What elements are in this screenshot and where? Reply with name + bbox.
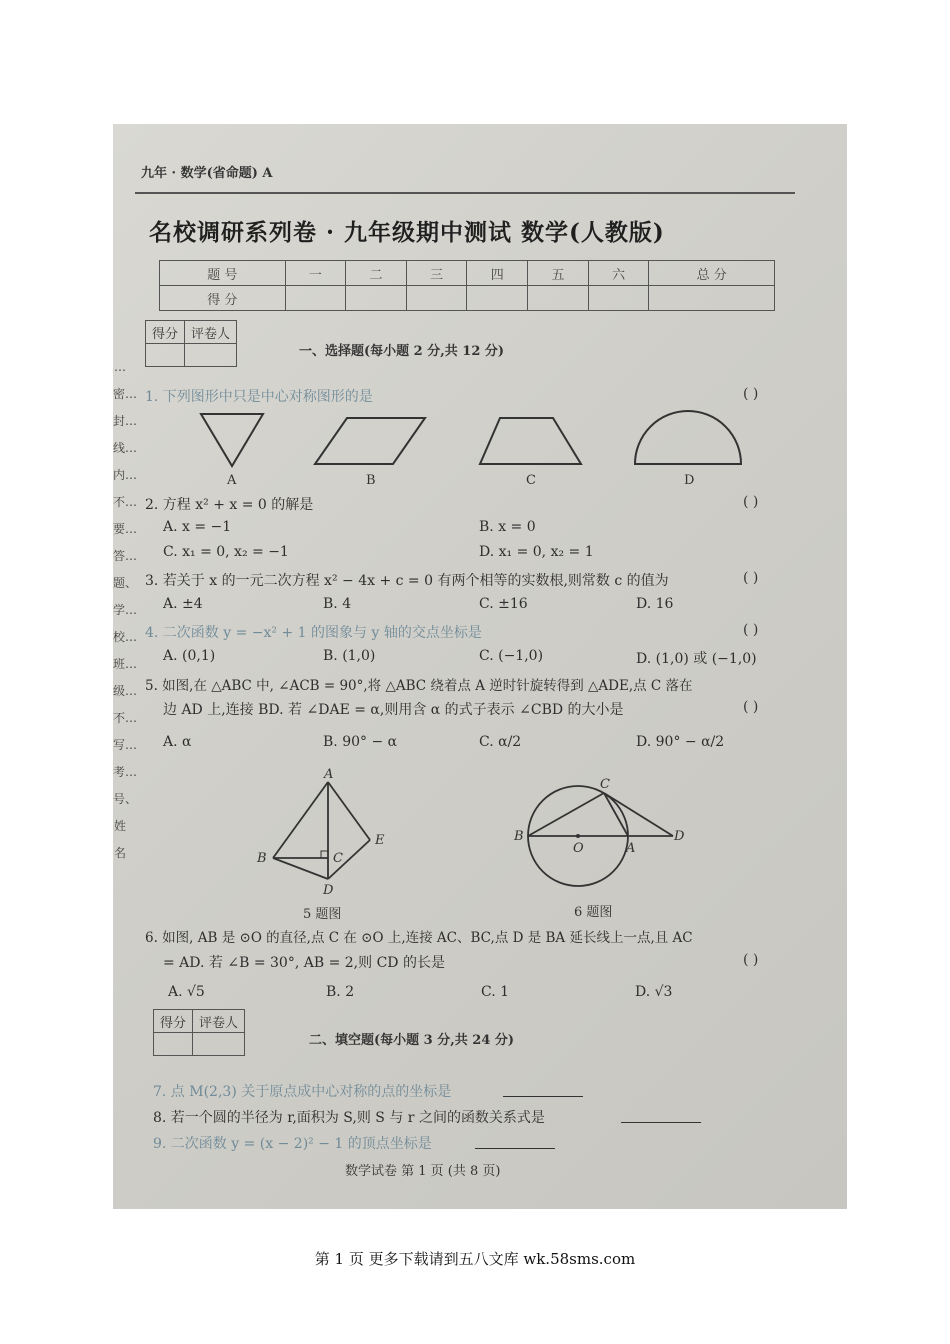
q2-answer-paren: ( ) (743, 494, 759, 510)
q6-option: C. 1 (481, 984, 510, 1000)
shape-semicircle (635, 411, 741, 464)
q3-stem: 3. 若关于 x 的一元二次方程 x² − 4x + c = 0 有两个相等的实数根,则常数 c 的值为 (145, 573, 669, 589)
q3-option: D. 16 (636, 596, 674, 612)
page-info: 数学试卷 第 1 页 (共 8 页) (345, 1164, 501, 1179)
shape-parallelogram (315, 418, 425, 464)
q6-option: D. √3 (635, 984, 673, 1000)
q5-answer-paren: ( ) (743, 699, 759, 715)
score-cell (588, 286, 649, 311)
score-cell (346, 286, 407, 311)
score-cell (467, 286, 528, 311)
side-margin-text: …密…封…线…内…不…要…答…题、学…校…班…级…不…写…考…号、姓名 (113, 360, 138, 860)
q7-blank (503, 1084, 583, 1097)
q1-answer-paren: ( ) (743, 386, 759, 402)
q3-option: A. ±4 (163, 596, 203, 612)
score-cell: 一 (285, 261, 346, 286)
grader-label: 得分 (146, 321, 185, 344)
q6-stem-line1: 6. 如图, AB 是 ⊙O 的直径,点 C 在 ⊙O 上,连接 AC、BC,点 D 是 BA 延长线上一点,且 AC (145, 930, 693, 946)
score-cell: 六 (588, 261, 649, 286)
section-1-heading: 一、选择题(每小题 2 分,共 12 分) (299, 344, 505, 359)
fig5-caption: 5 题图 (303, 907, 342, 922)
q4-option: C. (−1,0) (479, 648, 544, 664)
shape-trapezoid (480, 418, 581, 464)
footer-text: 第 1 页 更多下载请到五八文库 wk.58sms.com (314, 1250, 636, 1268)
score-cell: 得 分 (160, 286, 286, 311)
fig5-point-label: E (375, 833, 385, 848)
fig6-point-label: A (626, 841, 636, 856)
q1-label: A (227, 473, 237, 488)
q8-stem: 8. 若一个圆的半径为 r,面积为 S,则 S 与 r 之间的函数关系式是 (153, 1110, 545, 1126)
q5-option: B. 90° − α (323, 734, 398, 750)
q1-label: D (684, 473, 695, 488)
q5-option: A. α (163, 734, 192, 750)
q6-option: A. √5 (168, 984, 205, 1000)
q3-answer-paren: ( ) (743, 570, 759, 586)
grader-box-2 (153, 1009, 245, 1056)
fig5-point-label: C (333, 851, 343, 866)
score-cell: 题 号 (160, 261, 286, 286)
score-cell (406, 286, 467, 311)
q5-option: C. α/2 (479, 734, 522, 750)
score-cell: 总 分 (649, 261, 775, 286)
grader-label: 评卷人 (185, 321, 237, 344)
q3-option: B. 4 (323, 596, 352, 612)
fig6-point-label: B (514, 829, 524, 844)
fig5-point-label: B (257, 851, 267, 866)
q2-option: D. x₁ = 0, x₂ = 1 (479, 544, 594, 560)
score-cell: 四 (467, 261, 528, 286)
q1-shapes (183, 408, 763, 488)
fig6-point-label: O (573, 841, 584, 856)
fig5-point-label: A (324, 767, 334, 782)
score-cell (528, 286, 589, 311)
score-cell (649, 286, 775, 311)
fig5-point-label: D (323, 883, 334, 898)
score-cell: 三 (406, 261, 467, 286)
q1-stem: 1. 下列图形中只是中心对称图形的是 (145, 389, 373, 405)
exam-title: 名校调研系列卷 · 九年级期中测试 数学(人教版) (149, 219, 665, 246)
q6-answer-paren: ( ) (743, 952, 759, 968)
exam-photo (113, 124, 847, 1209)
q9-blank (475, 1136, 555, 1149)
fig6-point-label: D (674, 829, 685, 844)
figure-6 (508, 772, 708, 922)
q6-stem-line2: = AD. 若 ∠B = 30°, AB = 2,则 CD 的长是 (163, 955, 445, 971)
fig6-point-label: C (600, 777, 610, 792)
grader-label: 得分 (154, 1010, 193, 1033)
q1-label: B (366, 473, 376, 488)
q5-stem-line2: 边 AD 上,连接 BD. 若 ∠DAE = α,则用含 α 的式子表示 ∠CBD 的大小是 (163, 702, 624, 718)
score-cell: 五 (528, 261, 589, 286)
q6-option: B. 2 (326, 984, 355, 1000)
q5-option: D. 90° − α/2 (636, 734, 725, 750)
q4-option: D. (1,0) 或 (−1,0) (636, 651, 757, 667)
header-rule (135, 192, 795, 194)
q4-answer-paren: ( ) (743, 622, 759, 638)
q8-blank (621, 1110, 701, 1123)
q4-option: B. (1,0) (323, 648, 376, 664)
score-cell: 二 (346, 261, 407, 286)
q9-stem: 9. 二次函数 y = (x − 2)² − 1 的顶点坐标是 (153, 1136, 432, 1152)
figure-5 (243, 764, 423, 924)
score-table (159, 260, 775, 311)
fig6-caption: 6 题图 (574, 905, 613, 920)
q2-stem: 2. 方程 x² + x = 0 的解是 (145, 497, 314, 513)
grader-box-1 (145, 320, 237, 367)
q3-option: C. ±16 (479, 596, 528, 612)
q4-option: A. (0,1) (163, 648, 216, 664)
shape-inverted-triangle (201, 414, 263, 466)
q5-stem-line1: 5. 如图,在 △ABC 中, ∠ACB = 90°,将 △ABC 绕着点 A 逆时针旋转得到 △ADE,点 C 落在 (145, 678, 693, 694)
score-cell (285, 286, 346, 311)
grader-label: 评卷人 (193, 1010, 245, 1033)
section-2-heading: 二、填空题(每小题 3 分,共 24 分) (309, 1033, 515, 1048)
q4-stem: 4. 二次函数 y = −x² + 1 的图象与 y 轴的交点坐标是 (145, 625, 482, 641)
q2-option: A. x = −1 (163, 519, 232, 535)
q2-option: C. x₁ = 0, x₂ = −1 (163, 544, 289, 560)
header-subject: 九年 · 数学(省命题) A (141, 166, 273, 181)
q1-label: C (526, 473, 536, 488)
q2-option: B. x = 0 (479, 519, 536, 535)
q7-stem: 7. 点 M(2,3) 关于原点成中心对称的点的坐标是 (153, 1084, 452, 1100)
